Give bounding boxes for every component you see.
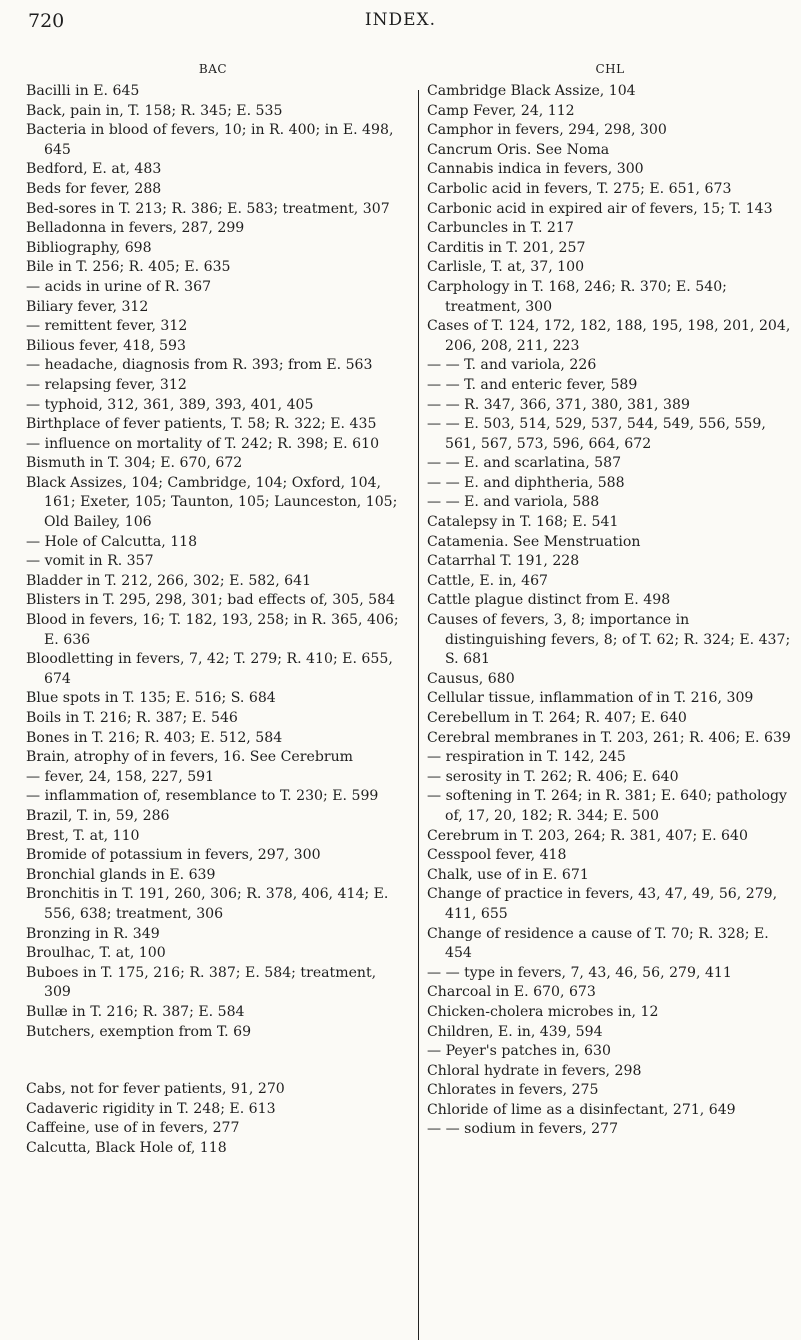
index-entry: Blue spots in T. 135; E. 516; S. 684 (26, 690, 276, 707)
index-entry: Carbonic acid in expired air of fevers, 15; T. 143 (427, 200, 773, 217)
index-entry: Brain, atrophy of in fevers, 16. See Cerebrum (26, 749, 354, 766)
index-entry: Camphor in fevers, 294, 298, 300 (427, 122, 667, 139)
index-entry: — influence on mortality of T. 242; R. 398; E. 610 (26, 435, 380, 452)
index-entry: Bedford, E. at, 483 (26, 161, 162, 178)
index-entry: Cattle plague distinct from E. 498 (427, 592, 671, 609)
index-entry: — typhoid, 312, 361, 389, 393, 401, 405 (26, 396, 314, 413)
index-entry: Chalk, use of in E. 671 (427, 866, 589, 883)
index-entry: Cellular tissue, inflammation of in T. 216, 309 (427, 690, 754, 707)
index-entry: — headache, diagnosis from R. 393; from E. 563 (26, 357, 373, 374)
index-entry: Bibliography, 698 (26, 239, 152, 256)
index-entry: Cerebellum in T. 264; R. 407; E. 640 (427, 710, 687, 726)
index-entry: Bile in T. 256; R. 405; E. 635 (26, 259, 231, 276)
left-entry-list-c (26, 1080, 400, 1158)
left-column (26, 56, 400, 1158)
column-head-left: BAC (198, 62, 228, 76)
index-entry: — — E. and diphtheria, 588 (427, 474, 625, 491)
index-entry: — — E. 503, 514, 529, 537, 544, 549, 556, 559, 561, 567, 573, 596, 664, 672 (427, 416, 766, 452)
index-entry: Cerebrum in T. 203, 264; R. 381, 407; E. 640 (427, 827, 748, 844)
index-entry: Carditis in T. 201, 257 (427, 239, 586, 256)
index-entry: Chloral hydrate in fevers, 298 (427, 1062, 642, 1079)
index-entry: — acids in urine of R. 367 (26, 278, 212, 295)
index-entry: Broulhac, T. at, 100 (26, 945, 166, 962)
index-entry: Buboes in T. 175, 216; R. 387; E. 584; treatment, 309 (26, 964, 377, 1001)
index-entry: Bismuth in T. 304; E. 670, 672 (26, 455, 243, 472)
index-entry: — fever, 24, 158, 227, 591 (26, 768, 215, 785)
index-entry: Bones in T. 216; R. 403; E. 512, 584 (26, 729, 283, 746)
index-entry: Causes of fevers, 3, 8; importance in distinguishing fevers, 8; of T. 62; R. 324; E. 437; S. 681 (427, 612, 791, 668)
index-entry: Calcutta, Black Hole of, 118 (26, 1139, 227, 1156)
index-entry: Cambridge Black Assize, 104 (427, 83, 636, 99)
index-entry: Back, pain in, T. 158; R. 345; E. 535 (26, 102, 283, 119)
index-entry: Boils in T. 216; R. 387; E. 546 (26, 710, 238, 726)
index-entry: Carlisle, T. at, 37, 100 (427, 259, 585, 276)
index-entry: — — E. and scarlatina, 587 (427, 455, 622, 472)
index-entry: — respiration in T. 142, 245 (427, 749, 626, 766)
index-entry: Chlorates in fevers, 275 (427, 1082, 599, 1099)
index-entry: Bacilli in E. 645 (26, 83, 140, 99)
index-entry: Carbolic acid in fevers, T. 275; E. 651, 673 (427, 180, 732, 197)
index-entry: Beds for fever, 288 (26, 180, 162, 197)
index-entry: — — T. and variola, 226 (427, 357, 597, 374)
index-entry: Bladder in T. 212, 266, 302; E. 582, 641 (26, 572, 312, 589)
section-gap (26, 1042, 400, 1080)
index-entry: Cancrum Oris. See Noma (427, 141, 610, 158)
column-head-right: CHL (595, 62, 625, 76)
right-entry-list (427, 82, 793, 1140)
index-entry: Blisters in T. 295, 298, 301; bad effects of, 305, 584 (26, 592, 396, 609)
index-entry: Carbuncles in T. 217 (427, 220, 574, 237)
left-entry-list (26, 82, 400, 1042)
right-column (427, 56, 793, 1140)
index-entry: Catamenia. See Menstruation (427, 533, 641, 550)
index-entry: Children, E. in, 439, 594 (427, 1023, 603, 1040)
index-entry: Chicken-cholera microbes in, 12 (427, 1003, 659, 1020)
index-entry: Cadaveric rigidity in T. 248; E. 613 (26, 1100, 276, 1117)
index-entry: Charcoal in E. 670, 673 (427, 984, 596, 1001)
index-entry: Brest, T. at, 110 (26, 827, 140, 844)
index-entry: Cannabis indica in fevers, 300 (427, 161, 644, 178)
index-entry: Cattle, E. in, 467 (427, 572, 549, 589)
index-entry: — — T. and enteric fever, 589 (427, 376, 638, 393)
index-entry: Cesspool fever, 418 (427, 847, 567, 864)
index-entry: Black Assizes, 104; Cambridge, 104; Oxford, 104, 161; Exeter, 105; Taunton, 105; Launceston, 105; Old Bailey, 106 (26, 474, 398, 531)
index-entry: Belladonna in fevers, 287, 299 (26, 220, 245, 237)
index-entry: — — R. 347, 366, 371, 380, 381, 389 (427, 396, 690, 413)
index-entry: — inflammation of, resemblance to T. 230; E. 599 (26, 788, 379, 805)
index-entry: — relapsing fever, 312 (26, 376, 187, 393)
index-entry: Causus, 680 (427, 670, 515, 687)
index-entry: — softening in T. 264; in R. 381; E. 640; pathology of, 17, 20, 182; R. 344; E. 500 (427, 788, 787, 824)
index-entry: Cases of T. 124, 172, 182, 188, 195, 198, 201, 204, 206, 208, 211, 223 (427, 318, 791, 354)
index-entry: Birthplace of fever patients, T. 58; R. 322; E. 435 (26, 416, 377, 433)
index-entry: Change of practice in fevers, 43, 47, 49, 56, 279, 411, 655 (427, 886, 778, 922)
index-entry: — Peyer's patches in, 630 (427, 1043, 611, 1060)
index-entry: Butchers, exemption from T. 69 (26, 1023, 252, 1040)
index-entry: Cerebral membranes in T. 203, 261; R. 406; E. 639 (427, 729, 791, 746)
page-title: INDEX. (364, 10, 437, 30)
index-entry: — vomit in R. 357 (26, 553, 154, 570)
index-entry: Caffeine, use of in fevers, 277 (26, 1120, 240, 1137)
index-entry: Change of residence a cause of T. 70; R. 328; E. 454 (427, 925, 769, 962)
index-entry: Blood in fevers, 16; T. 182, 193, 258; in R. 365, 406; E. 636 (26, 612, 399, 648)
index-entry: Biliary fever, 312 (26, 298, 149, 315)
index-entry: Bronchitis in T. 191, 260, 306; R. 378, 406, 414; E. 556, 638; treatment, 306 (26, 886, 389, 922)
index-entry: Catarrhal T. 191, 228 (427, 553, 580, 570)
index-entry: — — E. and variola, 588 (427, 494, 600, 511)
index-entry: Brazil, T. in, 59, 286 (26, 807, 170, 824)
index-entry: Bloodletting in fevers, 7, 42; T. 279; R. 410; E. 655, 674 (26, 651, 393, 687)
index-entry: Camp Fever, 24, 112 (427, 102, 575, 119)
index-entry: Bed-sores in T. 213; R. 386; E. 583; treatment, 307 (26, 200, 390, 217)
index-entry: Catalepsy in T. 168; E. 541 (427, 514, 619, 531)
index-entry: Cabs, not for fever patients, 91, 270 (26, 1081, 285, 1098)
index-entry: Carphology in T. 168, 246; R. 370; E. 540; treatment, 300 (427, 278, 727, 315)
index-entry: Bilious fever, 418, 593 (26, 337, 186, 354)
index-entry: — Hole of Calcutta, 118 (26, 533, 198, 550)
index-entry: — — type in fevers, 7, 43, 46, 56, 279, 411 (427, 964, 732, 981)
index-entry: — remittent fever, 312 (26, 318, 188, 335)
index-entry: Bullæ in T. 216; R. 387; E. 584 (26, 1003, 245, 1020)
index-entry: Bromide of potassium in fevers, 297, 300 (26, 847, 321, 864)
index-entry: Bronchial glands in E. 639 (26, 866, 216, 883)
page-number: 720 (28, 10, 65, 32)
index-entry: Chloride of lime as a disinfectant, 271, 649 (427, 1101, 736, 1118)
index-entry: Bacteria in blood of fevers, 10; in R. 400; in E. 498, 645 (26, 122, 394, 158)
index-entry: — — sodium in fevers, 277 (427, 1121, 619, 1138)
index-entry: Bronzing in R. 349 (26, 925, 160, 942)
index-entry: — serosity in T. 262; R. 406; E. 640 (427, 768, 679, 785)
